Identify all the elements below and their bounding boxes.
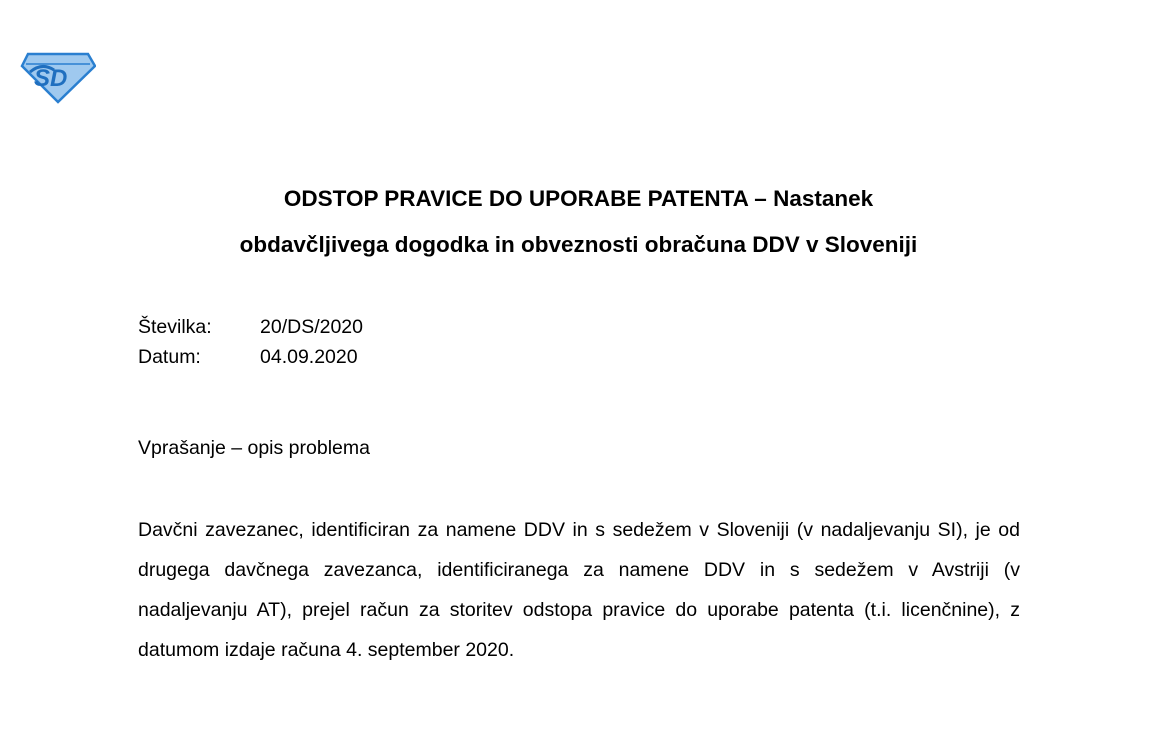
question-heading: Vprašanje – opis problema <box>138 437 370 459</box>
sd-logo-icon <box>20 48 96 104</box>
number-row <box>138 312 363 342</box>
svg-text:SD: SD <box>34 65 68 92</box>
body-paragraph: Davčni zavezanec, identificiran za namene DDV in s sedežem v Sloveniji (v nadaljevanju SI), je od drugega davčnega zavezanca, identificiranega za namene DDV in s sedežem v Avstriji (v nadaljevanju AT), prejel račun za storitev odstopa pravice do uporabe patenta (t.i. licenčnine), z datumom izdaje računa 4. september 2020. <box>138 519 1020 661</box>
number-value: 20/DS/2020 <box>260 316 363 338</box>
document-title <box>0 176 1157 268</box>
date-label: Datum: <box>138 346 201 368</box>
date-value: 04.09.2020 <box>260 346 358 368</box>
title-line-2: obdavčljivega dogodka in obveznosti obračuna DDV v Sloveniji <box>239 232 918 257</box>
document-meta <box>138 312 363 372</box>
date-row <box>138 342 363 372</box>
number-label: Številka: <box>138 316 212 338</box>
title-line-1: ODSTOP PRAVICE DO UPORABE PATENTA – Nastanek <box>283 186 874 211</box>
